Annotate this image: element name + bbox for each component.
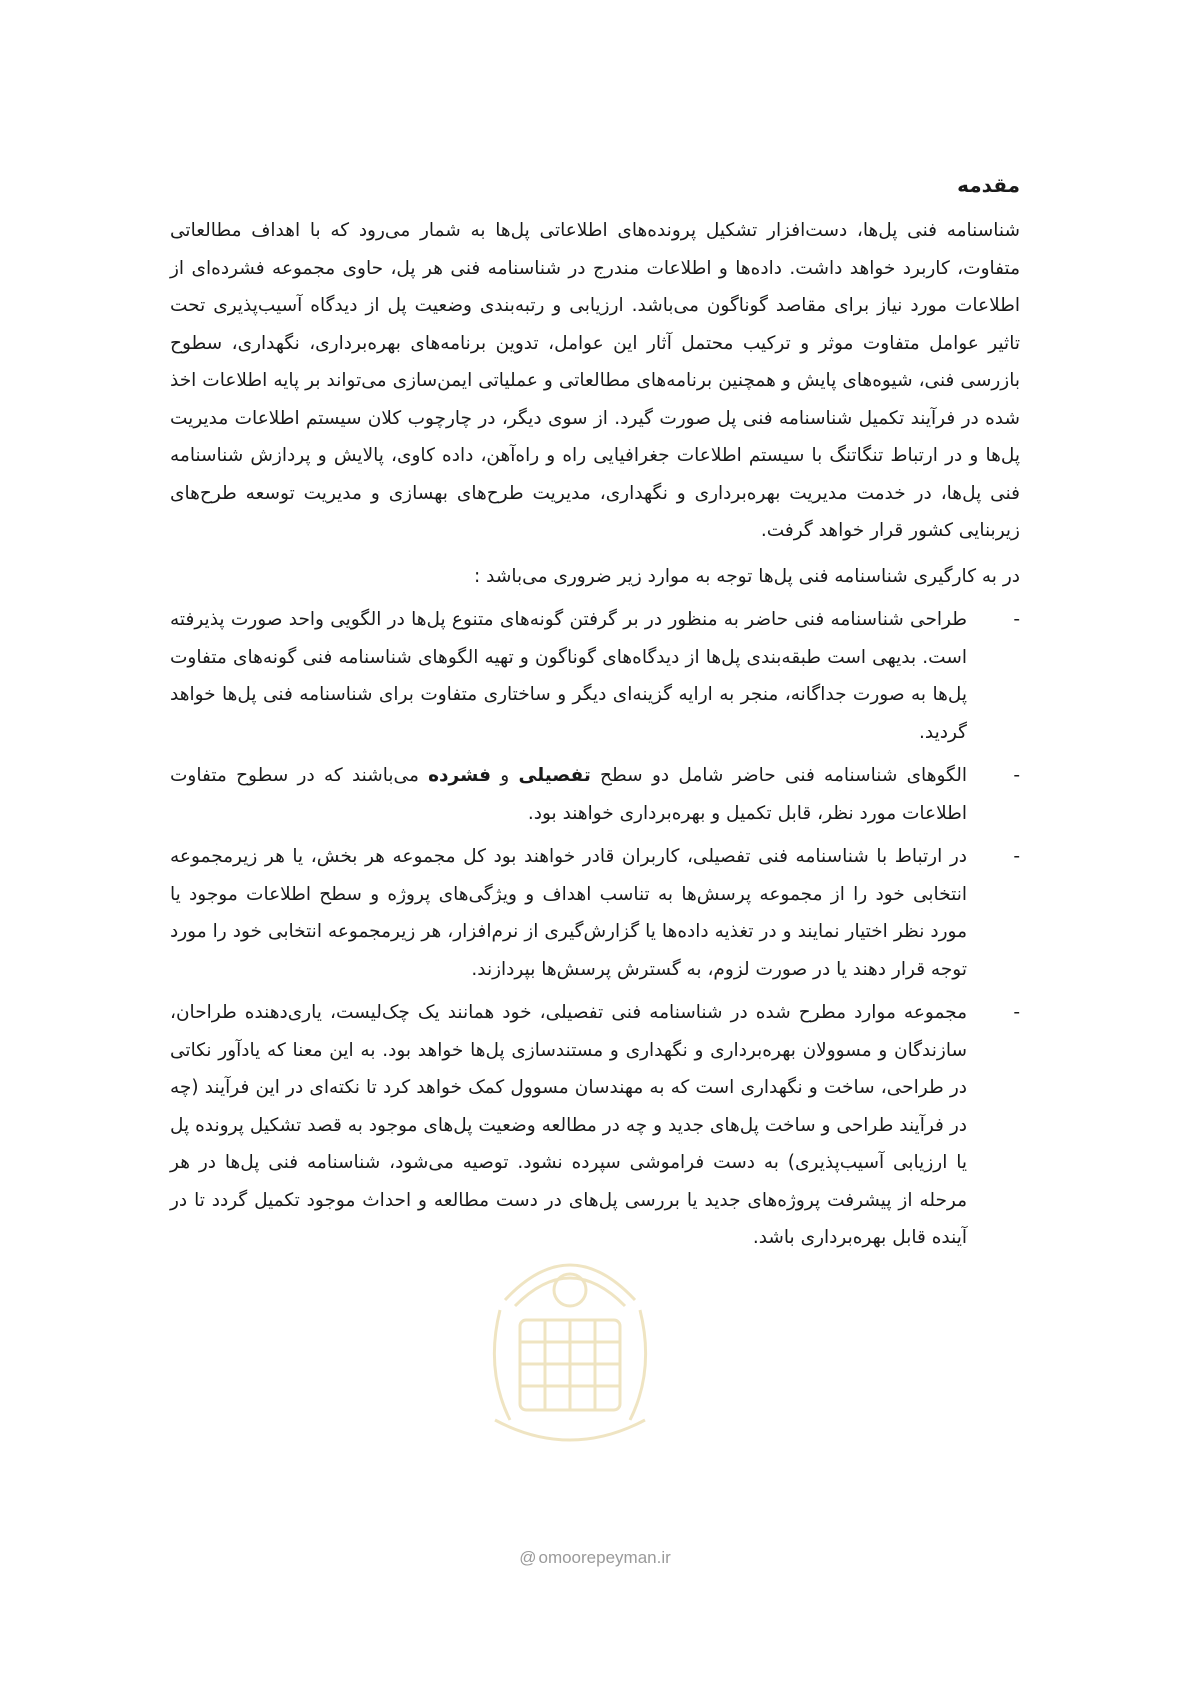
footer-watermark-text: omoorepeyman.ir <box>538 1548 671 1567</box>
bullet-dash: - <box>1013 609 1020 630</box>
section-heading: مقدمه <box>957 173 1020 197</box>
footer-watermark <box>0 1548 1190 1568</box>
bold-term-compact: فشرده <box>428 765 492 786</box>
list-item-text: مجموعه موارد مطرح شده در شناسنامه فنی تفصیلی، خود همانند یک چک‌لیست، یاری‌دهنده طراحان، سازندگان و مسوولان بهره‌برداری و نگهداری و مستندسازی پل‌ها خواهد بود. به این معنا که یادآور نکاتی در طراحی، ساخت و نگهداری است که به مهندسان مسوول کمک خواهد کرد تا نکته‌ای در این فرآیند (چه در فرآیند طراحی و ساخت پل‌های جدید و چه در مطالعه وضعیت پل‌های موجود به قصد تشکیل پرونده پل یا ارزیابی آسیب‌پذیری) به دست فراموشی سپرده نشود. توصیه می‌شود، شناسنامه فنی پل‌ها در هر مرحله از پیشرفت پروژه‌های جدید یا بررسی پل‌های در دست مطالعه و احداث موجود تکمیل گردد تا در آینده قابل بهره‌برداری باشد. <box>170 1002 967 1248</box>
bullet-dash: - <box>1013 765 1020 786</box>
list-item <box>170 601 1020 751</box>
list-item-text <box>170 765 967 824</box>
at-icon: @ <box>519 1548 537 1567</box>
list-item <box>170 994 1020 1257</box>
list-item-text: طراحی شناسنامه فنی حاضر به منظور در بر گرفتن گونه‌های متنوع پل‌ها در الگویی واحد صورت پذیرفته است. بدیهی است طبقه‌بندی پل‌ها از دیدگاه‌های گوناگون و تهیه الگوهای شناسنامه فنی گونه‌های متفاوت پل‌ها به صورت جداگانه، منجر به ارایه گزینه‌ای دیگر و ساختاری متفاوت برای شناسنامه فنی پل‌ها خواهد گردید. <box>170 609 967 743</box>
lead-sentence: در به کارگیری شناسنامه فنی پل‌ها توجه به موارد زیر ضروری می‌باشد : <box>474 565 1020 587</box>
list-item-text-part: و <box>491 765 519 786</box>
bullet-list <box>170 601 1020 1257</box>
list-item <box>170 757 1020 832</box>
bullet-dash: - <box>1013 846 1020 867</box>
watermark-logo <box>475 1220 665 1450</box>
list-item-text-part: الگوهای شناسنامه فنی حاضر شامل دو سطح <box>590 765 967 786</box>
list-item-text-part: می‌باشند که در سطوح متفاوت اطلاعات مورد نظر، قابل تکمیل و بهره‌برداری خواهند بود. <box>170 765 967 824</box>
list-item-text: در ارتباط با شناسنامه فنی تفصیلی، کاربران قادر خواهند بود کل مجموعه هر بخش، یا هر زیرمجموعه انتخابی خود را از مجموعه پرسش‌ها به تناسب اهداف و ویژگی‌های پروژه و سطح اطلاعات موجود یا مورد نظر اختیار نمایند و در تغذیه داده‌ها یا گزارش‌گیری از نرم‌افزار، هر زیرمجموعه انتخابی خود را مورد توجه قرار دهند یا در صورت لزوم، به گسترش پرسش‌ها بپردازند. <box>170 846 967 980</box>
document-body <box>170 170 1020 1263</box>
bold-term-detailed: تفصیلی <box>518 765 591 786</box>
intro-paragraph: شناسنامه فنی پل‌ها، دست‌افزار تشکیل پرونده‌های اطلاعاتی پل‌ها به شمار می‌رود که با اهداف مطالعاتی متفاوت، کاربرد خواهد داشت. داده‌ها و اطلاعات مندرج در شناسنامه فنی هر پل، حاوی مجموعه فشرده‌ای از اطلاعات مورد نیاز برای مقاصد گوناگون می‌باشد. ارزیابی و رتبه‌بندی وضعیت پل از دیدگاه آسیب‌پذیری تحت تاثیر عوامل متفاوت موثر و ترکیب محتمل آثار این عوامل، تدوین برنامه‌های بهره‌برداری، نگهداری، سطوح بازرسی فنی، شیوه‌های پایش و همچنین برنامه‌های مطالعاتی و عملیاتی ایمن‌سازی می‌تواند بر پایه اطلاعات اخذ شده در فرآیند تکمیل شناسنامه فنی پل صورت گیرد. از سوی دیگر، در چارچوب کلان سیستم اطلاعات مدیریت پل‌ها و در ارتباط تنگاتنگ با سیستم اطلاعات جغرافیایی راه و راه‌آهن، داده کاوی، پالایش و پردازش شناسنامه فنی پل‌ها، در خدمت مدیریت بهره‌برداری و نگهداری، مدیریت طرح‌های بهسازی و مدیریت توسعه طرح‌های زیربنایی کشور قرار خواهد گرفت. <box>170 220 1020 541</box>
list-item <box>170 838 1020 988</box>
bullet-dash: - <box>1013 1002 1020 1023</box>
